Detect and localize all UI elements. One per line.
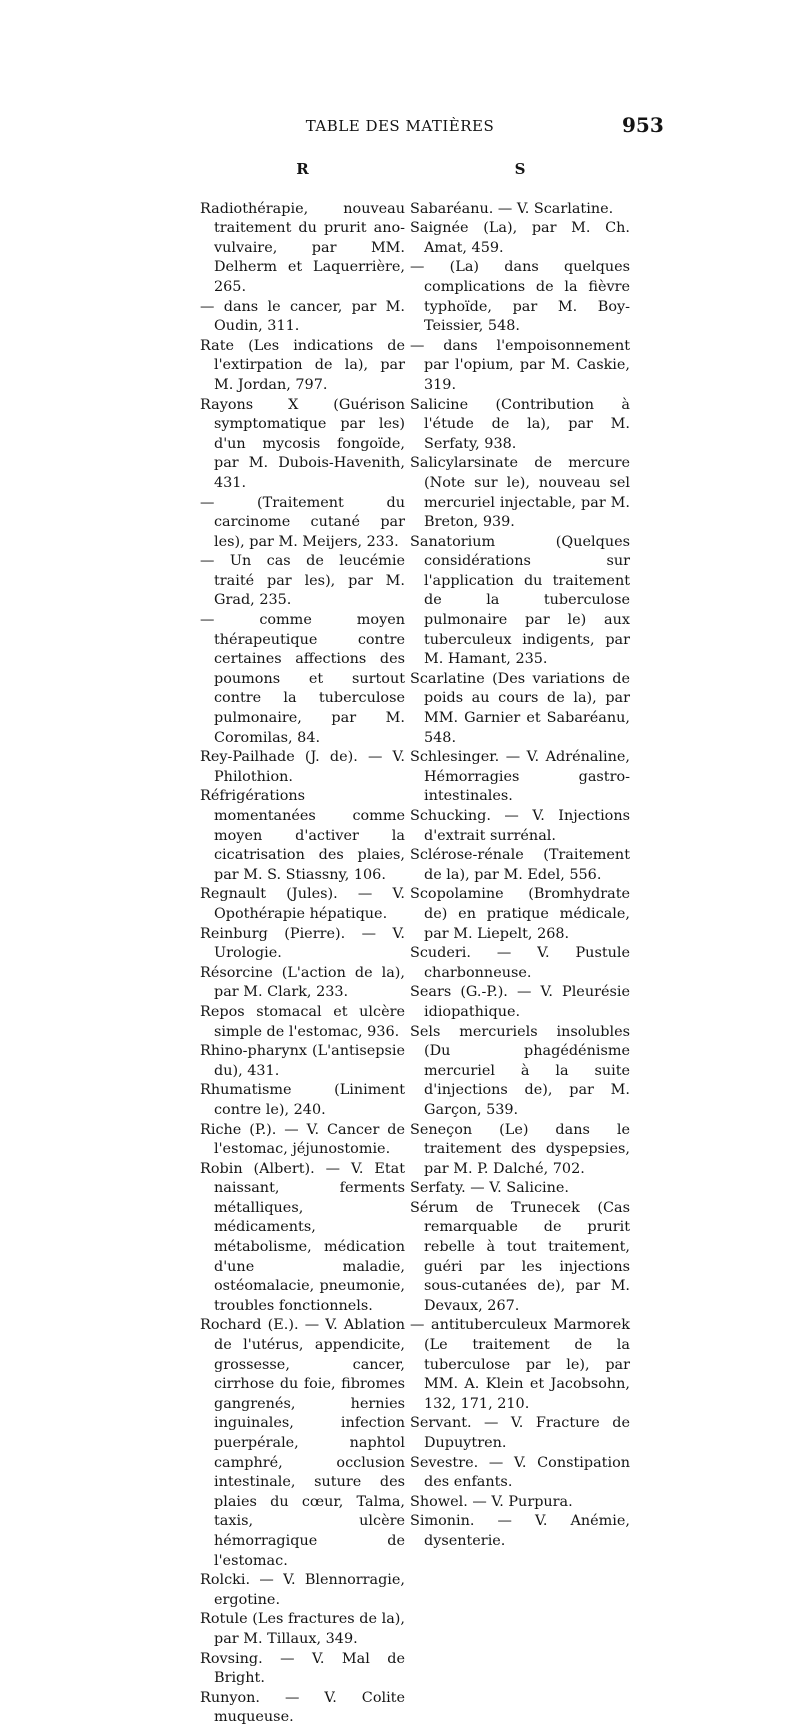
index-entry: Salicylarsinate de mercure (Note sur le), nouveau sel mercuriel injectable, par M. Breton, 939.	[410, 455, 630, 531]
index-entry: Scopolamine (Bromhydrate de) en pratique médicale, par M. Liepelt, 268.	[410, 886, 630, 942]
index-entry: Runyon. — V. Colite muqueuse.	[200, 1689, 405, 1726]
index-entry: Sabaréanu. — V. Scarlatine.	[410, 200, 614, 217]
index-entry: Rhumatisme (Liniment contre le), 240.	[200, 1082, 405, 1118]
index-entry: — dans l'empoisonnement par l'opium, par M. Caskie, 319.	[410, 337, 630, 393]
index-entry: Sérum de Trunecek (Cas remarquable de prurit rebelle à tout traitement, guéri par les injections sous-cutanées de), par M. Devaux, 267.	[410, 1199, 630, 1314]
index-entry: Regnault (Jules). — V. Opothérapie hépatique.	[200, 886, 405, 922]
index-entry: Rate (Les indications de l'extirpation de la), par M. Jordan, 797.	[200, 337, 405, 393]
index-entry: Rhino-pharynx (L'antisepsie du), 431.	[200, 1043, 405, 1079]
index-entry: Schucking. — V. Injections d'extrait surrénal.	[410, 808, 630, 844]
index-entry: — comme moyen thérapeutique contre certaines affections des poumons et surtout contre la tuberculose pulmonaire, par M. Coromilas, 84.	[200, 612, 405, 746]
index-entry: Serfaty. — V. Salicine.	[410, 1180, 569, 1197]
index-entry: — (Traitement du carcinome cutané par les), par M. Meijers, 233.	[200, 494, 405, 550]
index-entry: Rey-Pailhade (J. de). — V. Philothion.	[200, 749, 405, 785]
index-entry: Sanatorium (Quelques considérations sur l'application du traitement de la tuberculose pulmonaire par le) aux tuberculeux indigents, par M. Hamant, 235.	[410, 533, 630, 668]
index-entry: Sels mercuriels insolubles (Du phagédénisme mercuriel à la suite d'injections de), par M. Garçon, 539.	[410, 1023, 630, 1118]
section-letter: S	[514, 160, 526, 178]
left-column	[200, 160, 405, 1728]
running-title: TABLE DES MATIÈRES	[305, 117, 495, 135]
index-entry: — (La) dans quelques complications de la fièvre typhoïde, par M. Boy-Teissier, 548.	[410, 259, 630, 335]
page-number: 953	[622, 113, 664, 137]
index-entry: Seneçon (Le) dans le traitement des dyspepsies, par M. P. Dalché, 702.	[410, 1121, 630, 1177]
entry-list	[410, 200, 630, 1552]
index-entry: Reinburg (Pierre). — V. Urologie.	[200, 925, 405, 962]
index-entry: Réfrigérations momentanées comme moyen d'activer la cicatrisation des plaies, par M. S. Stiassny, 106.	[200, 788, 405, 883]
index-entry: Sevestre. — V. Constipation des enfants.	[410, 1454, 630, 1491]
index-entry: Sclérose-rénale (Traitement de la), par M. Edel, 556.	[410, 847, 630, 883]
index-entry: Scuderi. — V. Pustule charbonneuse.	[410, 945, 630, 981]
index-entry: Servant. — V. Fracture de Dupuytren.	[410, 1415, 630, 1451]
index-entry: Robin (Albert). — V. Etat naissant, ferments métalliques, médicaments, métabolisme, médication d'une maladie, ostéomalacie, pneumonie, troubles fonctionnels.	[200, 1160, 405, 1314]
index-entry: Showel. — V. Purpura.	[410, 1493, 573, 1510]
index-entry: Sears (G.-P.). — V. Pleurésie idiopathique.	[410, 984, 630, 1020]
index-entry: Scarlatine (Des variations de poids au cours de la), par MM. Garnier et Sabaréanu, 548.	[410, 670, 630, 746]
index-entry: Rolcki. — V. Blennorragie, ergotine.	[200, 1572, 405, 1608]
index-entry: Radiothérapie, nouveau traitement du prurit ano-vulvaire, par MM. Delherm et Laquerrière, 265.	[200, 200, 405, 295]
index-entry: Simonin. — V. Anémie, dysenterie.	[410, 1513, 630, 1549]
index-entry: Rayons X (Guérison symptomatique par les) d'un mycosis fongoïde, par M. Dubois-Havenith, 431.	[200, 396, 405, 491]
index-entry: Saignée (La), par M. Ch. Amat, 459.	[410, 220, 630, 256]
index-entry: — Un cas de leucémie traité par les), par M. Grad, 235.	[200, 553, 405, 609]
index-entry: Rotule (Les fractures de la), par M. Tillaux, 349.	[200, 1611, 405, 1647]
index-entry: Rovsing. — V. Mal de Bright.	[200, 1650, 405, 1687]
index-entry: Résorcine (L'action de la), par M. Clark, 233.	[200, 964, 405, 1001]
index-entry: — antituberculeux Marmorek (Le traitement de la tuberculose par le), par MM. A. Klein et Jacobsohn, 132, 171, 210.	[410, 1317, 630, 1412]
right-column	[410, 160, 630, 1552]
index-entry: Schlesinger. — V. Adrénaline, Hémorragies gastro-intestinales.	[410, 749, 630, 805]
index-entry: Salicine (Contribution à l'étude de la), par M. Serfaty, 938.	[410, 396, 630, 452]
index-entry: Rochard (E.). — V. Ablation de l'utérus, appendicite, grossesse, cancer, cirrhose du foie, fibromes gangrenés, hernies inguinales, infection puerpérale, naphtol camphré, occlusion intestinale, suture des plaies du cœur, Talma, taxis, ulcère hémorragique de l'estomac.	[200, 1317, 405, 1569]
index-entry: Repos stomacal et ulcère simple de l'estomac, 936.	[200, 1003, 405, 1040]
index-entry: — dans le cancer, par M. Oudin, 311.	[200, 298, 405, 335]
index-entry: Riche (P.). — V. Cancer de l'estomac, jéjunostomie.	[200, 1121, 405, 1158]
section-letter: R	[296, 160, 309, 178]
entry-list	[200, 200, 405, 1728]
